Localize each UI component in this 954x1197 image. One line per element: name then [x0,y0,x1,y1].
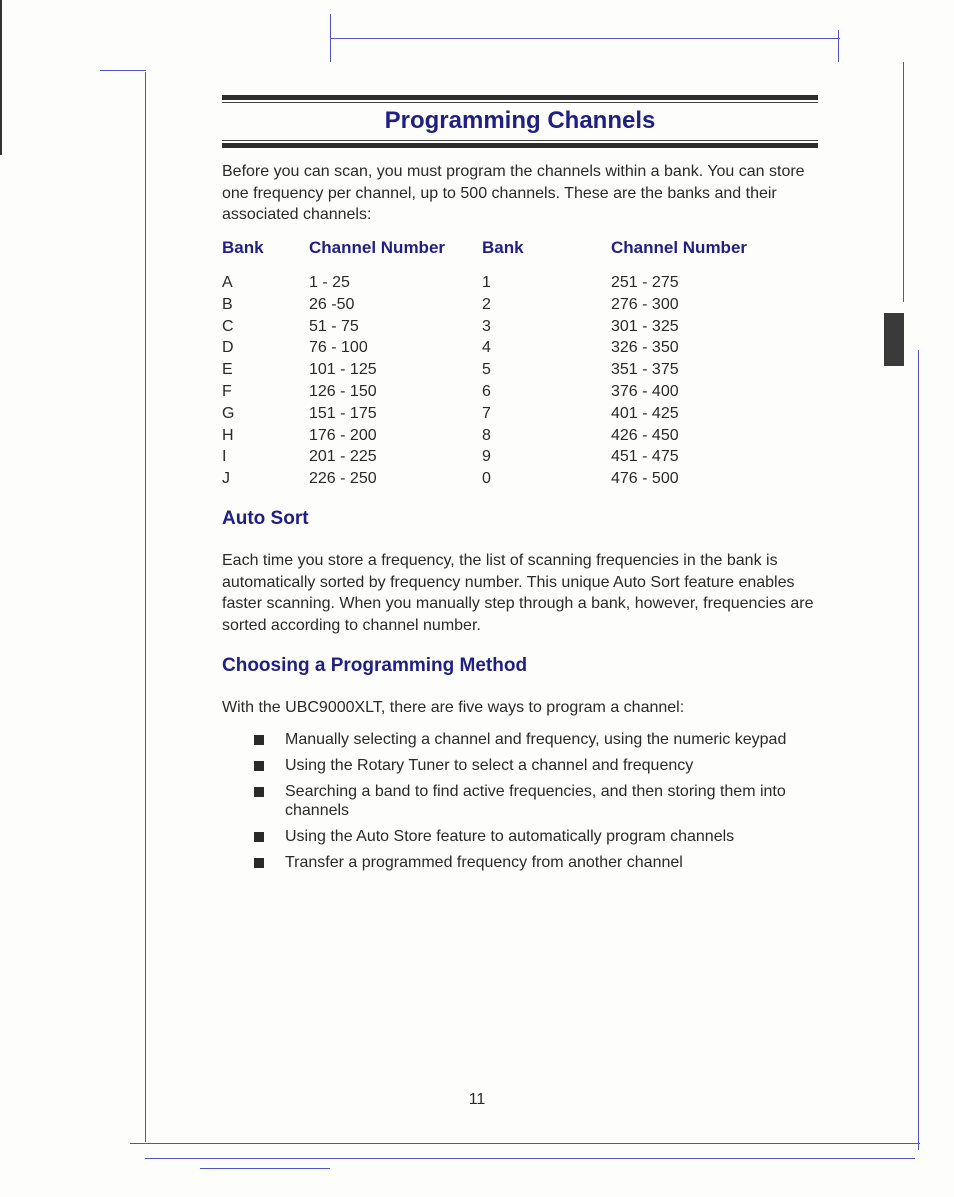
channel-cell: 76 - 100 [309,339,368,357]
page-number: 11 [468,1091,486,1108]
channel-cell: 226 - 250 [309,470,377,488]
channel-column-left [309,272,377,490]
top-rule-thin [222,102,818,103]
bank-cell: 5 [482,361,491,379]
method-heading: Choosing a Programming Method [222,655,528,676]
top-rule [222,95,818,100]
list-item [254,827,824,846]
bank-cell: 1 [482,274,491,291]
channel-cell: 151 - 175 [309,404,377,422]
bank-column-left [222,272,234,490]
list-item [254,756,824,775]
list-item-text: Manually selecting a channel and frequency, using the numeric keypad [285,731,787,748]
method-list [254,730,824,879]
pen-mark [903,62,904,302]
bank-cell: C [222,317,234,335]
channel-cell: 376 - 400 [611,382,679,400]
list-item-text: Transfer a programmed frequency from another channel [285,854,683,871]
bank-cell: E [222,361,233,379]
bullet-square-icon [254,787,264,797]
channel-cell: 426 - 450 [611,426,679,444]
auto-sort-heading: Auto Sort [222,508,309,529]
bottom-rule-thin [222,140,818,141]
list-item [254,730,824,749]
bank-cell: J [222,470,230,488]
channel-cell: 26 -50 [309,295,355,313]
bank-cell: 9 [482,448,491,466]
list-item-text: Using the Rotary Tuner to select a channel and frequency [285,757,694,774]
header-bank-right: Bank [482,238,524,257]
pen-mark [918,350,919,1150]
pen-mark [130,1143,920,1144]
bank-column-right [482,272,491,490]
bullet-square-icon [254,832,264,842]
bullet-square-icon [254,858,264,868]
pen-mark [330,38,840,39]
bank-cell: 0 [482,470,491,488]
channel-cell: 251 - 275 [611,274,679,291]
channel-cell: 476 - 500 [611,470,679,488]
pen-mark [100,70,146,71]
pen-mark [145,72,146,1142]
page-title: Programming Channels [384,107,656,134]
scan-edge [0,0,2,155]
list-item [254,782,824,820]
bank-cell: 6 [482,382,491,400]
bank-cell: G [222,404,235,422]
channel-cell: 201 - 225 [309,448,377,466]
bank-cell: D [222,339,234,357]
bank-cell: 3 [482,317,491,335]
bank-cell: F [222,382,232,400]
bank-cell: A [222,274,233,291]
header-channel-right: Channel Number [611,238,748,257]
bullet-square-icon [254,761,264,771]
bank-cell: H [222,426,234,444]
channel-cell: 351 - 375 [611,361,679,379]
header-channel-left: Channel Number [309,238,446,257]
list-item [254,853,824,872]
intro-paragraph: Before you can scan, you must program the channels within a bank. You can store one frequency per channel, up to 500 channels. These are the banks and their associated channels: [222,163,805,223]
header-bank-left: Bank [222,238,264,257]
list-item-text: Searching a band to find active frequencies, and then storing them into channels [285,783,786,819]
channel-cell: 101 - 125 [309,361,377,379]
channel-cell: 401 - 425 [611,404,679,422]
pen-mark [838,30,839,62]
channel-cell: 301 - 325 [611,317,679,335]
channel-cell: 1 - 25 [309,274,350,291]
bank-cell: 4 [482,339,491,357]
bank-cell: I [222,448,227,466]
method-intro: With the UBC9000XLT, there are five ways to program a channel: [222,699,685,716]
list-item-text: Using the Auto Store feature to automatically program channels [285,828,735,845]
channel-cell: 276 - 300 [611,295,679,313]
bank-cell: 7 [482,404,491,422]
channel-cell: 451 - 475 [611,448,679,466]
bottom-rule [222,143,818,148]
channel-cell: 51 - 75 [309,317,359,335]
pen-mark [200,1168,330,1169]
thumb-tab [884,313,904,366]
channel-cell: 126 - 150 [309,382,377,400]
pen-mark [145,1158,915,1159]
bank-cell: 8 [482,426,491,444]
bullet-square-icon [254,735,264,745]
bank-cell: 2 [482,295,491,313]
auto-sort-paragraph: Each time you store a frequency, the list of scanning frequencies in the bank is automatically sorted by frequency number. This unique Auto Sort feature enables faster scanning. When you manually step through a bank, however, frequencies are sorted according to channel number. [222,552,814,634]
channel-cell: 326 - 350 [611,339,679,357]
channel-cell: 176 - 200 [309,426,377,444]
channel-column-right [611,272,679,490]
bank-cell: B [222,295,233,313]
